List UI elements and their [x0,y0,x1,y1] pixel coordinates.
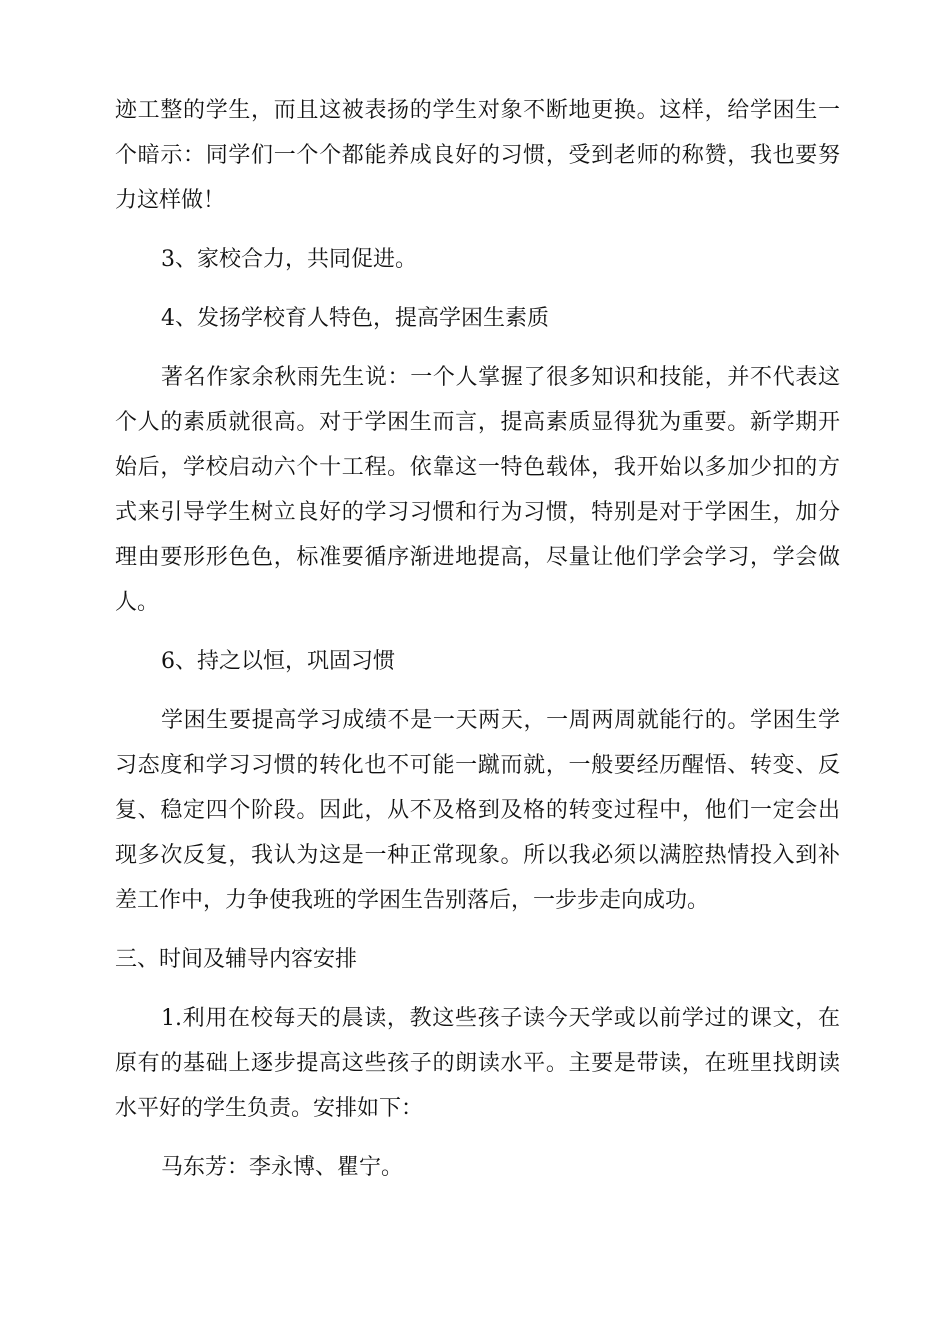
text-line: 理由要形形色色，标准要循序渐进地提高，尽量让他们学会学习，学会做 [115,545,840,570]
text-line: 现多次反复，我认为这是一种正常现象。所以我必须以满腔热情投入到补 [115,843,840,868]
paragraph-praise-continued [115,88,840,223]
paragraph-assignment [115,1145,840,1190]
text-line: 4、发扬学校育人特色，提高学困生素质 [161,306,549,331]
text-line: 习态度和学习习惯的转化也不可能一蹴而就，一般要经历醒悟、转变、反 [115,753,840,778]
text-line: 复、稳定四个阶段。因此，从不及格到及格的转变过程中，他们一定会出 [115,798,840,823]
text-line: 1.利用在校每天的晨读，教这些孩子读今天学或以前学过的课文，在 [161,1006,840,1031]
heading-item-6 [115,639,840,684]
paragraph-morning-reading [115,996,840,1131]
text-line: 水平好的学生负责。安排如下： [115,1096,424,1121]
paragraph-persistence [115,698,840,923]
text-line: 原有的基础上逐步提高这些孩子的朗读水平。主要是带读，在班里找朗读 [115,1051,840,1076]
text-line: 著名作家余秋雨先生说：一个人掌握了很多知识和技能，并不代表这 [161,365,840,390]
text-line: 个暗示：同学们一个个都能养成良好的习惯，受到老师的称赞，我也要努 [115,143,840,168]
text-line: 学困生要提高学习成绩不是一天两天，一周两周就能行的。学困生学 [161,708,840,733]
heading-item-4 [115,296,840,341]
text-line: 式来引导学生树立良好的学习习惯和行为习惯，特别是对于学困生，加分 [115,500,840,525]
paragraph-quality [115,355,840,625]
text-line: 始后，学校启动六个十工程。依靠这一特色载体，我开始以多加少扣的方 [115,455,840,480]
section-heading-3 [115,937,840,982]
text-line: 迹工整的学生，而且这被表扬的学生对象不断地更换。这样，给学困生一 [115,98,840,123]
text-line: 马东芳：李永博、瞿宁。 [161,1155,404,1180]
text-line: 三、时间及辅导内容安排 [115,947,358,972]
document-body [115,88,840,1190]
text-line: 6、持之以恒，巩固习惯 [161,649,395,674]
text-line: 个人的素质就很高。对于学困生而言，提高素质显得犹为重要。新学期开 [115,410,840,435]
text-line: 力这样做！ [115,188,226,213]
text-line: 差工作中，力争使我班的学困生告别落后，一步步走向成功。 [115,888,710,913]
heading-item-3 [115,237,840,282]
text-line: 3、家校合力，共同促进。 [161,247,417,272]
text-line: 人。 [115,590,160,615]
